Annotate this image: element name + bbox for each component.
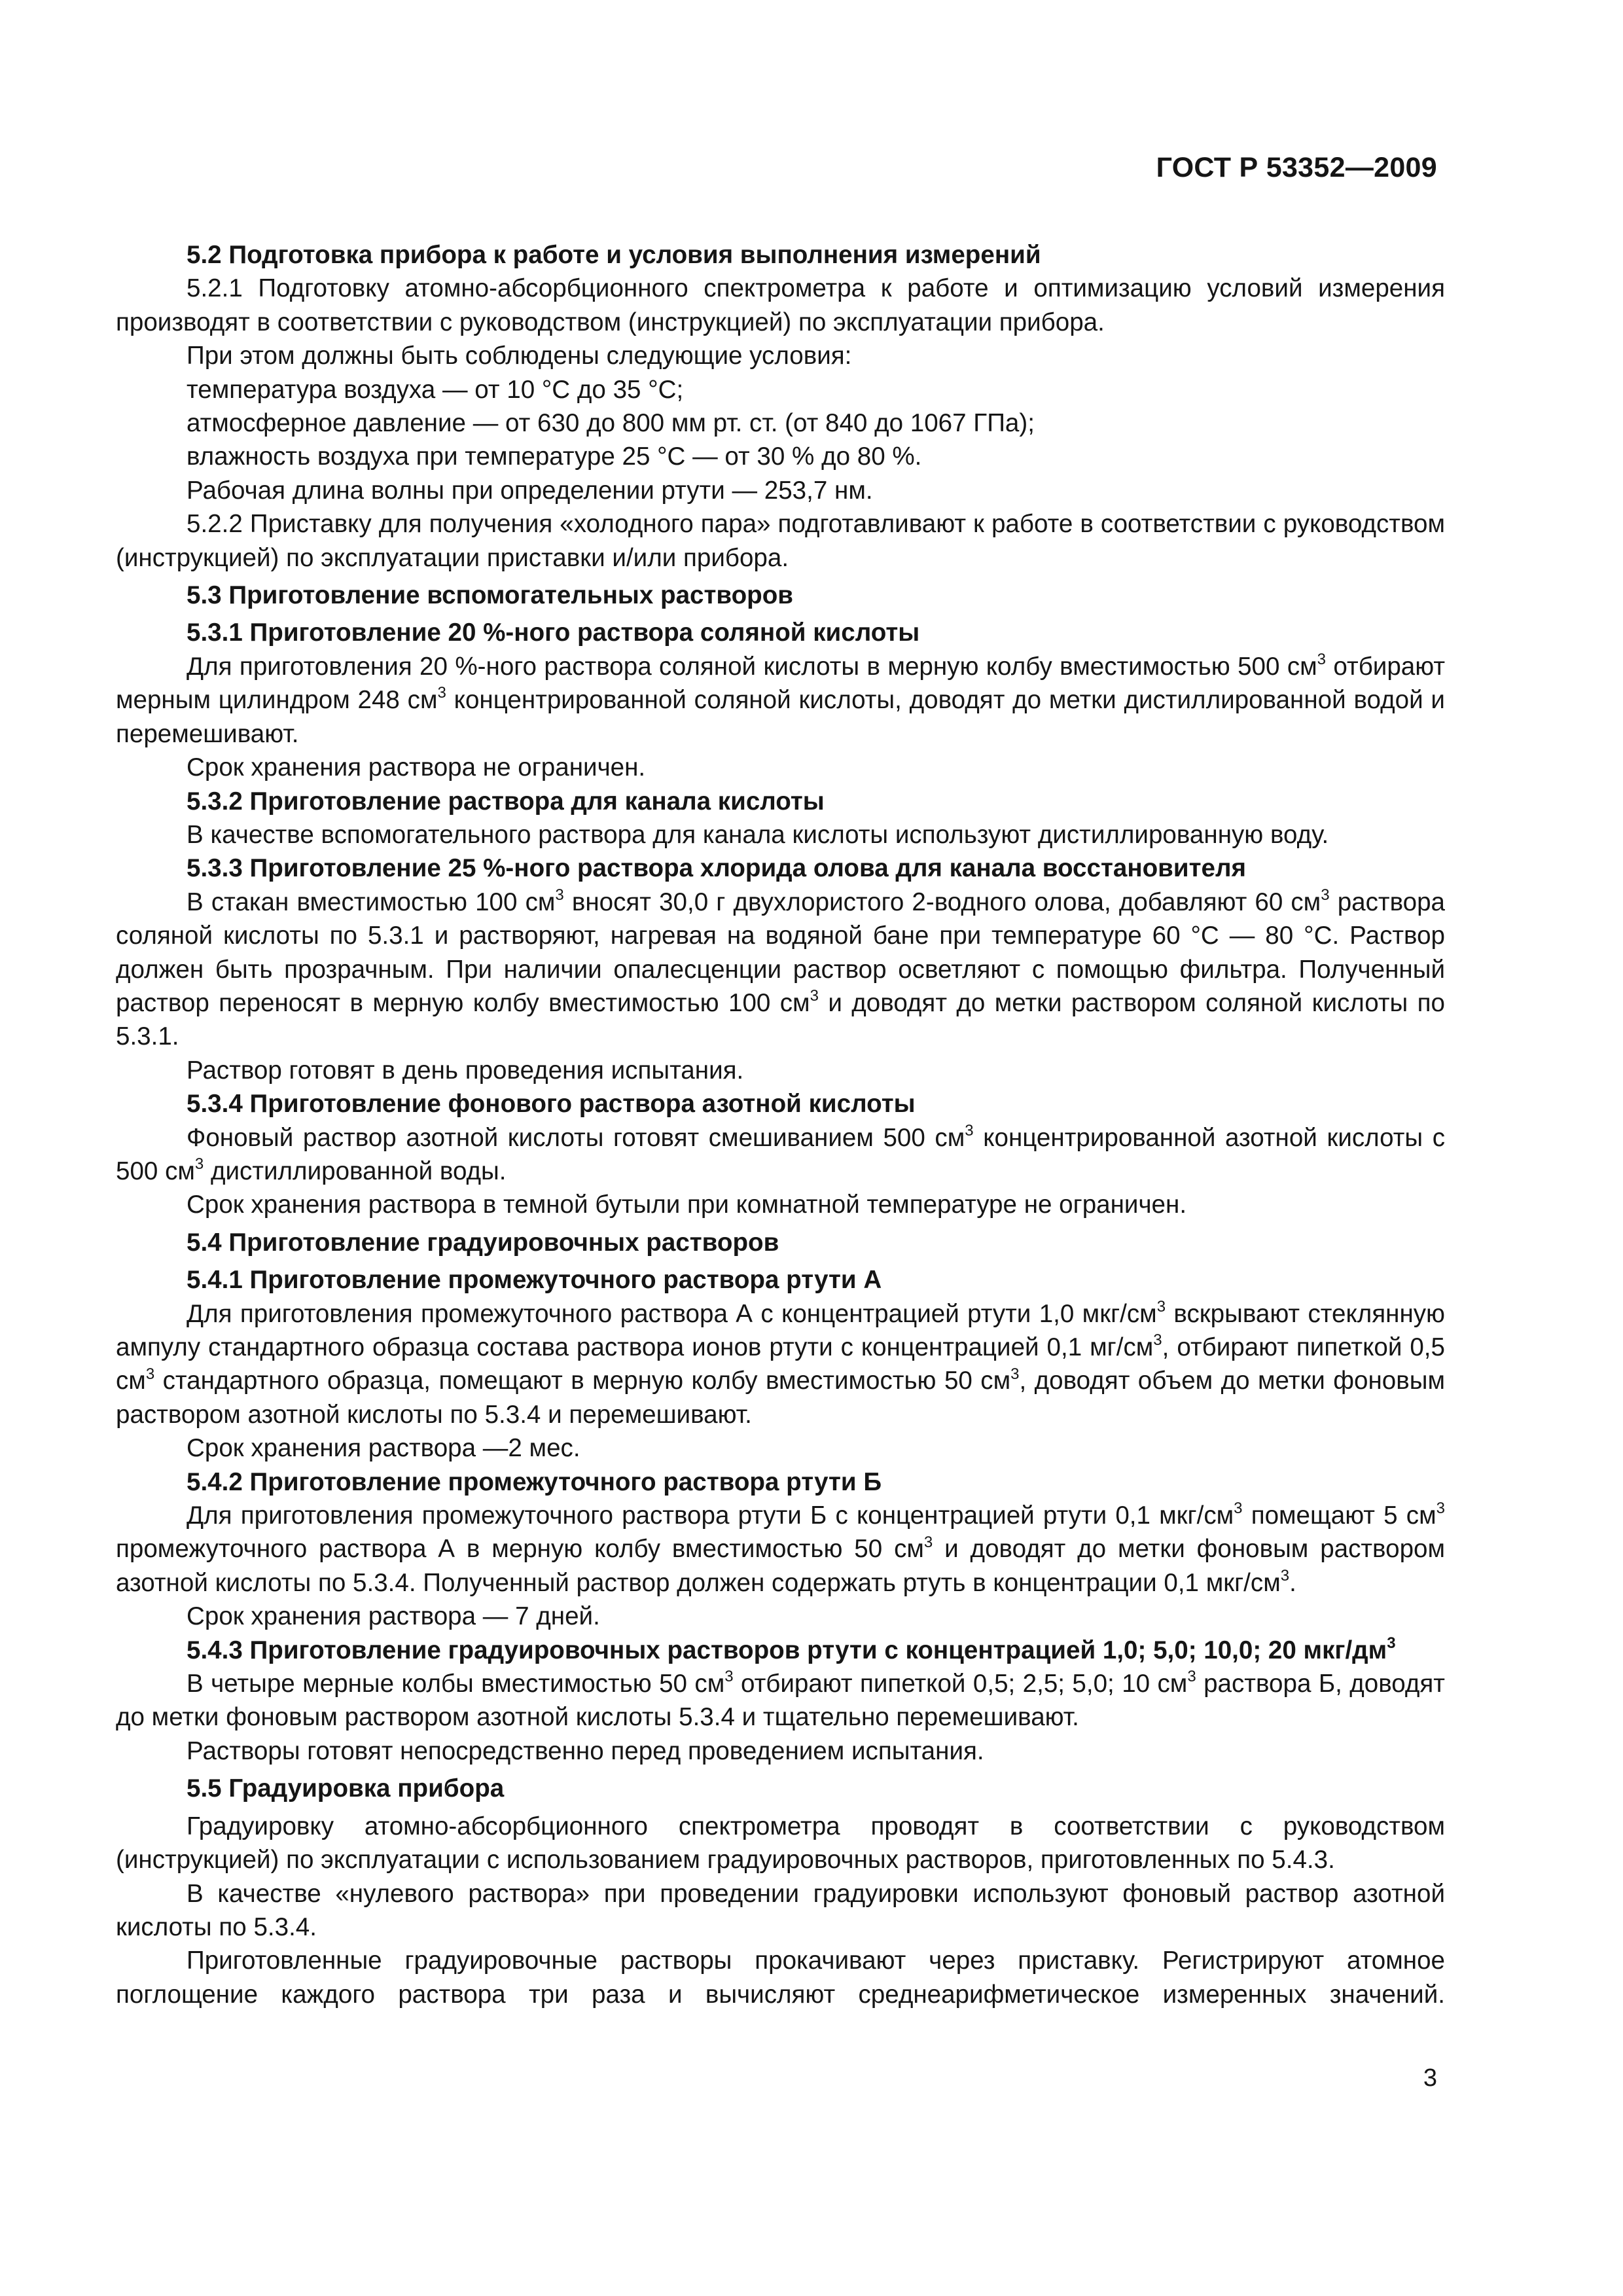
section-5-3-1-title: 5.3.1 Приготовление 20 %-ного раствора соляной кислоты [187, 619, 920, 647]
paragraph-5-3-4: Фоновый раствор азотной кислоты готовят смешиванием 500 $см^3$ концентрированной азотной кислоты с 500 $см^3$ дистиллированной воды. [116, 1121, 1445, 1185]
paragraph-5-3-3: В стакан вместимостью 100 $см^3$ вносят 30,0 г двухлористого 2-водного олова, добавляют 60 $см^3$ раствора соляной кислоты по 5.3.1 и растворяют, нагревая на водяной бане при температуре 60 °С — 80 °С. Раствор должен быть прозрачным. При наличии опалесценции раствор осветляют с помощью фильтра. Полученный раствор переносят в мерную колбу вместимостью 100 $см^3$ и доводят до метки раствором соляной кислоты по 5.3.1. [116, 886, 1445, 1051]
paragraph-5-3-1-storage: Срок хранения раствора не ограничен. [187, 753, 646, 782]
section-5-5-title: 5.5 Градуировка прибора [187, 1774, 505, 1803]
paragraph-5-4-1-storage: Срок хранения раствора —2 мес. [187, 1434, 580, 1463]
paragraph-5-3-2: В качестве вспомогательного раствора для канала кислоты используют дистиллированную воду. [187, 820, 1329, 849]
section-5-3-2-title: 5.3.2 Приготовление раствора для канала кислоты [187, 787, 825, 816]
section-5-3-4-title: 5.3.4 Приготовление фонового раствора азотной кислоты [187, 1090, 916, 1119]
paragraph-5-5-measurement: Приготовленные градуировочные растворы прокачивают через приставку. Регистрируют атомное поглощение каждого раствора три раза и вычисляют среднеарифметическое измеренных значений. [116, 1946, 1445, 2009]
page-body [116, 238, 1445, 2011]
condition-pressure: атмосферное давление — от 630 до 800 мм рт. ст. (от 840 до 1067 ГПа); [187, 409, 1035, 438]
paragraph-5-4-2-storage: Срок хранения раствора — 7 дней. [187, 1602, 600, 1631]
section-5-4-2-title: 5.4.2 Приготовление промежуточного раствора ртути Б [187, 1467, 882, 1496]
paragraph-5-2-1: 5.2.1 Подготовку атомно-абсорбционного спектрометра к работе и оптимизацию условий измерения производят в соответствии с руководством (инструкцией) по эксплуатации прибора. [116, 274, 1445, 336]
paragraph-5-5-zero-solution: В качестве «нулевого раствора» при проведении градуировки используют фоновый раствор азотной кислоты по 5.3.4. [116, 1879, 1445, 1941]
condition-humidity: влажность воздуха при температуре 25 °С — от 30 % до 80 %. [187, 442, 922, 471]
condition-temperature: температура воздуха — от 10 °С до 35 °С; [187, 375, 684, 404]
section-5-3-3-title: 5.3.3 Приготовление 25 %-ного раствора хлорида олова для канала восстановителя [187, 854, 1246, 883]
paragraph-5-3-1: Для приготовления 20 %-ного раствора соляной кислоты в мерную колбу вместимостью 500 $см^3$ отбирают мерным цилиндром 248 $см^3$ концентрированной соляной кислоты, доводят до метки дистиллированной водой и перемешивают. [116, 651, 1446, 748]
paragraph-5-2-2: 5.2.2 Приставку для получения «холодного пара» подготавливают к работе в соответствии с руководством (инструкцией) по эксплуатации приставки и/или прибора. [116, 510, 1445, 572]
document-id: ГОСТ Р 53352—2009 [1156, 152, 1437, 183]
paragraph-5-4-2: Для приготовления промежуточного раствора ртути Б с концентрацией ртути 0,1 мкг/$см^3$ помещают 5 $см^3$ промежуточного раствора А в мерную колбу вместимостью 50 $см^3$ и доводят до метки фоновым раствором азотной кислоты по 5.3.4. Полученный раствор должен содержать ртуть в концентрации 0,1 мкг/$см^3$. [116, 1499, 1446, 1597]
section-5-2-title: 5.2 Подготовка прибора к работе и условия выполнения измерений [187, 241, 1041, 269]
paragraph-wavelength: Рабочая длина волны при определении ртути — 253,7 нм. [187, 476, 873, 505]
section-5-3-title: 5.3 Приготовление вспомогательных растворов [187, 581, 793, 610]
paragraph-5-4-3-prep: Растворы готовят непосредственно перед проведением испытания. [187, 1736, 984, 1765]
section-5-4-1-title: 5.4.1 Приготовление промежуточного раствора ртути А [187, 1266, 882, 1295]
section-5-4-title: 5.4 Приготовление градуировочных растворов [187, 1228, 779, 1257]
paragraph-5-3-4-storage: Срок хранения раствора в темной бутыли при комнатной температуре не ограничен. [187, 1191, 1187, 1219]
paragraph-5-5-calibration: Градуировку атомно-абсорбционного спектрометра проводят в соответствии с руководством (инструкцией) по эксплуатации с использованием градуировочных растворов, приготовленных по 5.4.3. [116, 1812, 1445, 1874]
paragraph-5-4-3: В четыре мерные колбы вместимостью 50 $см^3$ отбирают пипеткой 0,5; 2,5; 5,0; 10 $см^3$ раствора Б, доводят до метки фоновым раствором азотной кислоты 5.3.4 и тщательно перемешивают. [116, 1668, 1445, 1732]
paragraph-conditions-intro: При этом должны быть соблюдены следующие условия: [187, 342, 852, 370]
paragraph-5-3-3-prep-day: Раствор готовят в день проведения испытания. [187, 1056, 744, 1085]
section-5-4-3-title: 5.4.3 Приготовление градуировочных растворов ртути с концентрацией 1,0; 5,0; 10,0; 20 мкг/$дм^3$ [187, 1634, 1396, 1664]
paragraph-5-4-1: Для приготовления промежуточного раствора А с концентрацией ртути 1,0 мкг/$см^3$ вскрывают стеклянную ампулу стандартного образца состава раствора ионов ртути с концентрацией 0,1 $мг/см^3$, отбирают пипеткой 0,5 $см^3$ стандартного образца, помещают в мерную колбу вместимостью 50 $см^3$, доводят объем до метки фоновым раствором азотной кислоты по 5.3.4 и перемешивают. [116, 1297, 1445, 1429]
page-number: 3 [1423, 2064, 1437, 2092]
